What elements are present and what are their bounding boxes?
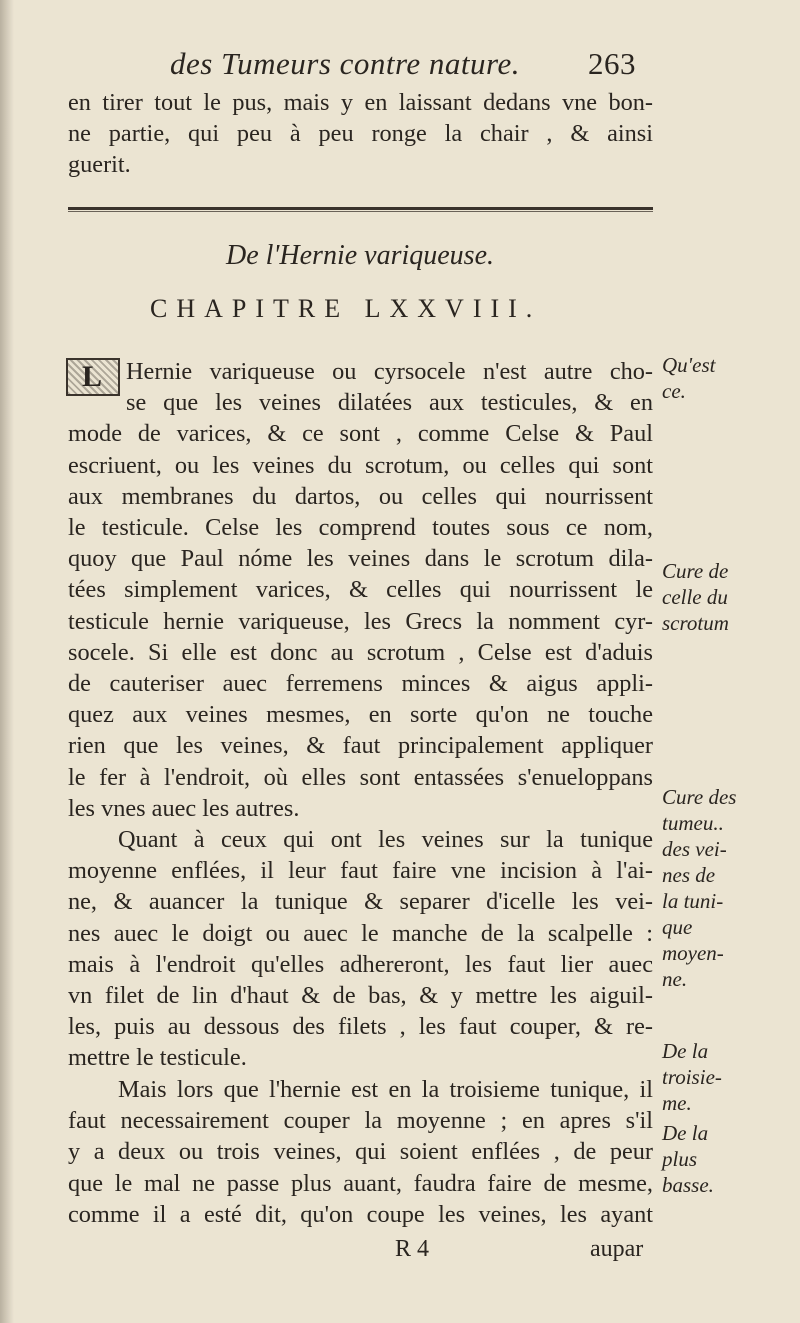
margin-note-line: nes de bbox=[662, 863, 716, 887]
text-line: Quant à ceux qui ont les veines sur la tunique bbox=[118, 826, 653, 853]
margin-note-line: moyen- bbox=[662, 941, 724, 965]
text-line: aux membranes du dartos, ou celles qui nourrissent bbox=[68, 482, 653, 510]
text-line: ne, & auancer la tunique & separer d'icelle les vei- bbox=[68, 888, 653, 916]
margin-note-line: plus bbox=[662, 1147, 698, 1171]
text-line: quoy que Paul nóme les veines dans le scrotum dila- bbox=[68, 545, 653, 573]
margin-note-line: ce. bbox=[662, 379, 686, 403]
margin-note-line: De la bbox=[662, 1121, 709, 1145]
paragraph-1 bbox=[68, 356, 653, 824]
text-line: testicule hernie variqueuse, les Grecs la nomment cyr- bbox=[68, 607, 653, 635]
chapter-heading: CHAPITRE LXXVIII. bbox=[150, 294, 542, 323]
margin-note-line: Cure des bbox=[662, 785, 737, 809]
catchword: aupar bbox=[590, 1236, 644, 1262]
text-line: les vnes auec les autres. bbox=[68, 794, 300, 822]
text-line: mais à l'endroit qu'elles adhereront, les faut lier auec bbox=[68, 950, 653, 978]
text-line: le fer à l'endroit, où elles sont entassées s'enueloppans bbox=[68, 763, 653, 791]
text-line: quez aux veines mesmes, en sorte qu'on ne touche bbox=[68, 701, 653, 729]
text-line: tées simplement varices, & celles qui nourrissent le bbox=[68, 576, 653, 604]
margin-note-line: des vei- bbox=[662, 837, 727, 861]
margin-note-line: la tuni- bbox=[662, 889, 724, 913]
margin-note-line: ne. bbox=[662, 967, 688, 991]
text-line: en tirer tout le pus, mais y en laissant dedans vne bon- bbox=[68, 89, 653, 116]
text-line: rien que les veines, & faut principalement appliquer bbox=[68, 732, 653, 760]
text-line: de cauteriser auec ferremens minces & aigus appli- bbox=[68, 670, 653, 698]
running-header bbox=[170, 46, 650, 82]
text-line: Hernie variqueuse ou cyrsocele n'est autre cho- bbox=[126, 358, 653, 385]
text-line: y a deux ou trois veines, qui soient enflées , de peur bbox=[68, 1138, 653, 1166]
margin-note-line: Qu'est bbox=[662, 353, 716, 377]
text-line: socele. Si elle est donc au scrotum , Celse est d'aduis bbox=[68, 638, 653, 666]
signature-mark: R 4 bbox=[395, 1236, 430, 1262]
text-line: nes auec le doigt ou auec le manche de la scalpelle : bbox=[68, 919, 653, 947]
text-line: mode de varices, & ce sont , comme Celse & Paul bbox=[68, 420, 653, 448]
margin-note-troisieme bbox=[662, 1038, 782, 1116]
section-rule bbox=[68, 207, 653, 210]
margin-note-line: tumeu.. bbox=[662, 811, 724, 835]
intro-text bbox=[68, 87, 653, 181]
margin-note-line: que bbox=[662, 915, 693, 939]
text-line: moyenne enflées, il leur faut faire vne incision à l'ai- bbox=[68, 857, 653, 885]
margin-note-line: troisie- bbox=[662, 1065, 722, 1089]
margin-note-definition bbox=[662, 352, 782, 404]
text-line: comme il a esté dit, qu'on coupe les veines, les ayant bbox=[68, 1200, 653, 1228]
text-line: les, puis au dessous des filets , les faut couper, & re- bbox=[68, 1013, 653, 1041]
margin-note-line: me. bbox=[662, 1091, 692, 1115]
running-title: des Tumeurs contre nature. bbox=[170, 46, 520, 81]
text-line: escriuent, ou les veines du scrotum, ou celles qui sont bbox=[68, 451, 653, 479]
text-line: vn filet de lin d'haut & de bas, & y mettre les aiguil- bbox=[68, 982, 653, 1010]
page-binding-edge bbox=[0, 0, 14, 1323]
text-line: ne partie, qui peu à peu ronge la chair , & ainsi bbox=[68, 120, 653, 148]
margin-note-line: De la bbox=[662, 1039, 709, 1063]
section-title: De l'Hernie variqueuse. bbox=[225, 240, 495, 271]
margin-note-line: scrotum bbox=[662, 611, 729, 635]
text-line: guerit. bbox=[68, 151, 131, 179]
margin-note-scrotum bbox=[662, 558, 782, 636]
margin-note-line: basse. bbox=[662, 1173, 714, 1197]
text-line: faut necessairement couper la moyenne ; en apres s'il bbox=[68, 1107, 653, 1135]
text-line: Mais lors que l'hernie est en la troisieme tunique, il bbox=[118, 1076, 653, 1103]
paragraph-3 bbox=[68, 1074, 653, 1230]
text-line: que le mal ne passe plus auant, faudra faire de mesme, bbox=[68, 1169, 653, 1197]
text-line: le testicule. Celse les comprend toutes sous ce nom, bbox=[68, 514, 653, 542]
margin-note-line: Cure de bbox=[662, 559, 729, 583]
text-line: se que les veines dilatées aux testicules, & en bbox=[126, 389, 653, 417]
margin-note-line: celle du bbox=[662, 585, 728, 609]
initial-letter: L bbox=[82, 360, 103, 393]
section-rule-thin bbox=[68, 211, 653, 212]
margin-note-basse bbox=[662, 1120, 782, 1198]
margin-note-tunique-moyenne bbox=[662, 784, 782, 992]
paragraph-2 bbox=[68, 824, 653, 1074]
page-number: 263 bbox=[588, 46, 636, 81]
text-line: mettre le testicule. bbox=[68, 1044, 247, 1072]
